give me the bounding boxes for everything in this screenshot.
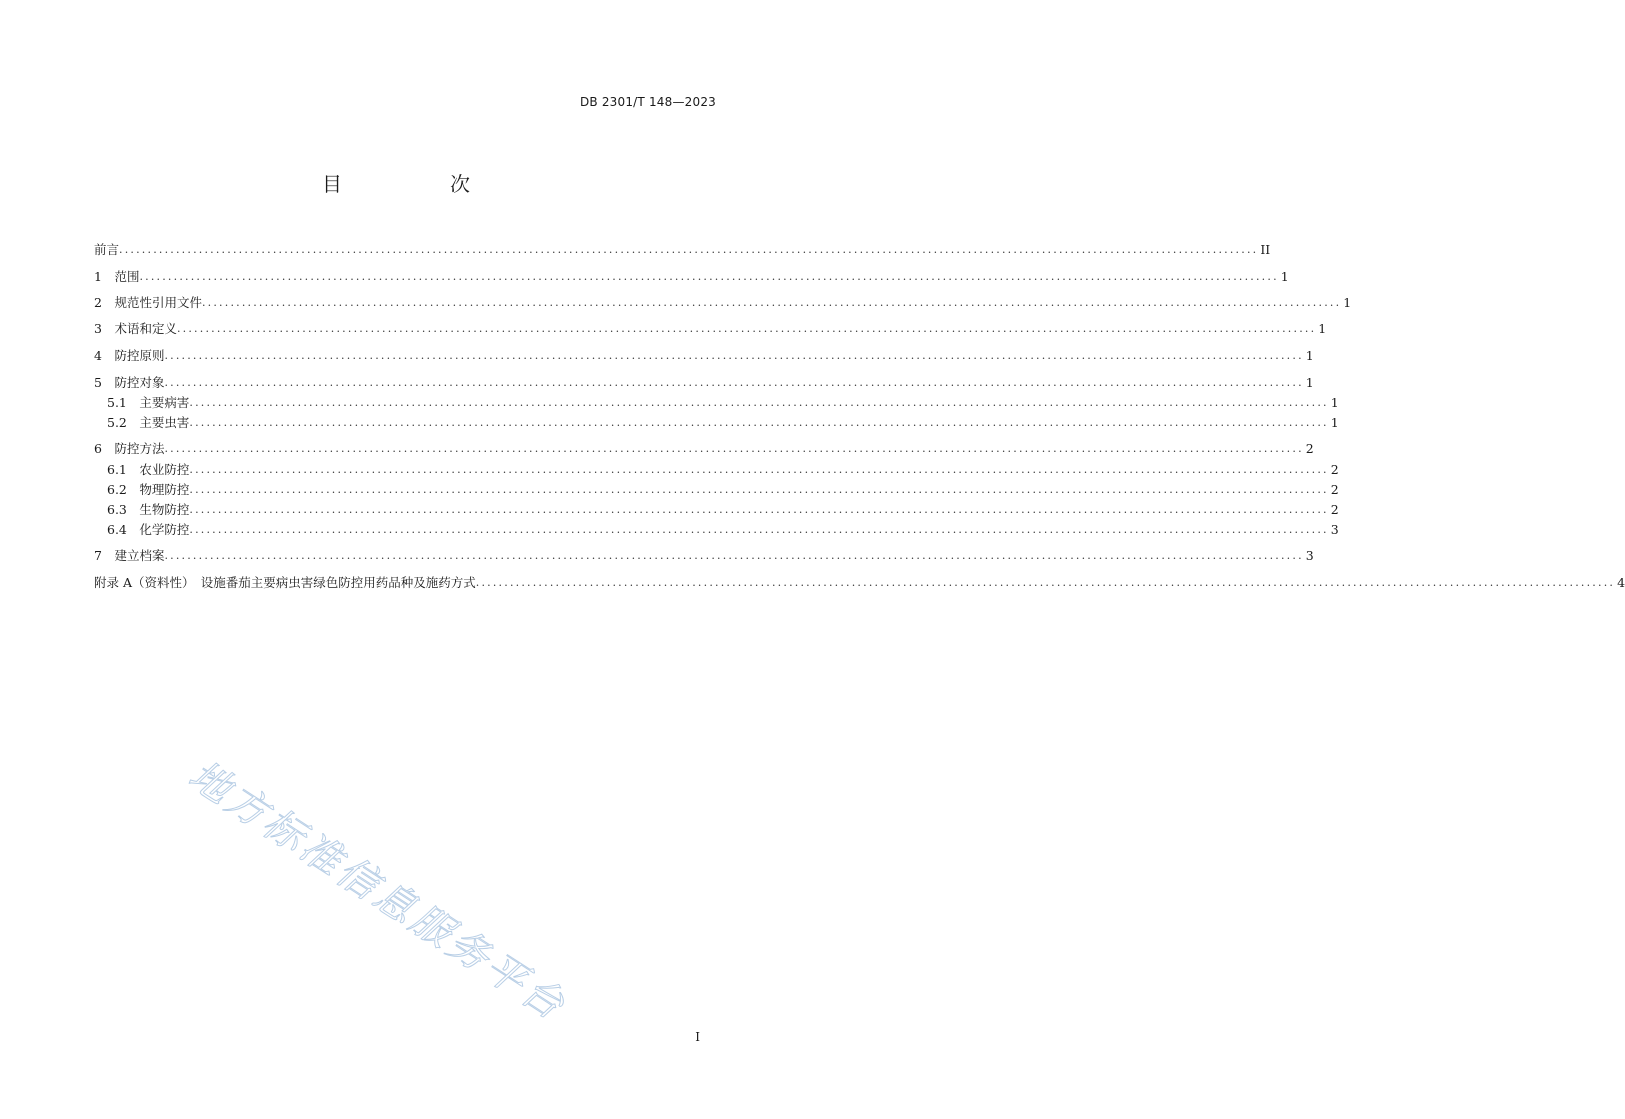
toc-entry[interactable] (107, 413, 1339, 433)
toc-entry-page: 1 (1330, 415, 1339, 430)
toc-entry[interactable] (94, 267, 1289, 287)
toc-entry-label: 7 建立档案 (94, 548, 165, 563)
document-code: DB 2301/T 148—2023 (579, 95, 716, 109)
toc-entry-label: 2 规范性引用文件 (94, 295, 202, 310)
toc-leader-dots: ........................................................................................................................................................................................................ (119, 243, 1259, 256)
toc-entry[interactable] (94, 319, 1327, 339)
toc-entry-label: 6 防控方法 (94, 441, 165, 456)
toc-entry[interactable] (94, 373, 1314, 393)
toc-leader-dots: ........................................................................................................................................................................................................ (139, 270, 1279, 283)
toc-leader-dots: ........................................................................................................................................................................................................ (201, 296, 1342, 309)
toc-entry-label: 3 术语和定义 (94, 321, 177, 336)
toc-leader-dots: ........................................................................................................................................................................................................ (176, 322, 1317, 335)
toc-entry-page: 1 (1343, 295, 1352, 310)
toc-entry-label: 前言 (94, 242, 120, 257)
toc-leader-dots: ........................................................................................................................................................................................................ (189, 463, 1329, 476)
toc-entry[interactable] (94, 439, 1314, 459)
toc-entry[interactable] (107, 520, 1339, 540)
toc-leader-dots: ........................................................................................................................................................................................................ (164, 349, 1304, 362)
toc-entry-page: 1 (1330, 395, 1339, 410)
toc-entry-page: 2 (1330, 482, 1339, 497)
toc-leader-dots: ........................................................................................................................................................................................................ (189, 503, 1329, 516)
toc-entry[interactable] (94, 546, 1314, 566)
toc-entry-label: 6.3 生物防控 (107, 502, 190, 517)
toc-leader-dots: ........................................................................................................................................................................................................ (189, 523, 1329, 536)
page-title: 目 次 (322, 172, 514, 196)
toc-entry[interactable] (94, 240, 1271, 260)
toc-leader-dots: ........................................................................................................................................................................................................ (189, 416, 1329, 429)
toc-entry-page: 1 (1305, 348, 1314, 363)
toc-leader-dots: ........................................................................................................................................................................................................ (164, 376, 1304, 389)
toc-leader-dots: ........................................................................................................................................................................................................ (164, 442, 1304, 455)
toc-entry[interactable] (107, 500, 1339, 520)
toc-entry-page: 1 (1318, 321, 1327, 336)
toc-entry[interactable] (94, 293, 1352, 313)
toc-leader-dots: ........................................................................................................................................................................................................ (475, 576, 1616, 589)
toc-entry-page: 2 (1330, 502, 1339, 517)
toc-entry-label: 附录 A（资料性） 设施番茄主要病虫害绿色防控用药品种及施药方式 (94, 575, 476, 590)
toc-entry-label: 1 范围 (94, 269, 140, 284)
toc-entry-page: 1 (1305, 375, 1314, 390)
toc-entry-page: 3 (1330, 522, 1339, 537)
toc-leader-dots: ........................................................................................................................................................................................................ (189, 483, 1329, 496)
toc-leader-dots: ........................................................................................................................................................................................................ (164, 549, 1304, 562)
toc-entry[interactable] (107, 460, 1339, 480)
page-number: I (695, 1030, 700, 1044)
toc-entry-page: II (1260, 242, 1271, 257)
toc-entry[interactable] (94, 346, 1314, 366)
toc-entry-page: 4 (1617, 575, 1625, 590)
toc-entry-label: 6.1 农业防控 (107, 462, 190, 477)
toc-entry-label: 6.2 物理防控 (107, 482, 190, 497)
toc-entry[interactable] (94, 573, 1625, 593)
toc-entry-page: 2 (1330, 462, 1339, 477)
toc-leader-dots: ........................................................................................................................................................................................................ (189, 396, 1329, 409)
toc-entry-page: 2 (1305, 441, 1314, 456)
toc-entry-label: 5.2 主要虫害 (107, 415, 190, 430)
toc-entry-page: 1 (1280, 269, 1289, 284)
toc-entry[interactable] (107, 480, 1339, 500)
toc-entry-label: 4 防控原则 (94, 348, 165, 363)
toc-entry-label: 6.4 化学防控 (107, 522, 190, 537)
toc-entry[interactable] (107, 393, 1339, 413)
watermark: 地方标准信息服务平台 (180, 752, 575, 1031)
toc-entry-page: 3 (1305, 548, 1314, 563)
toc-entry-label: 5.1 主要病害 (107, 395, 190, 410)
toc-entry-label: 5 防控对象 (94, 375, 165, 390)
